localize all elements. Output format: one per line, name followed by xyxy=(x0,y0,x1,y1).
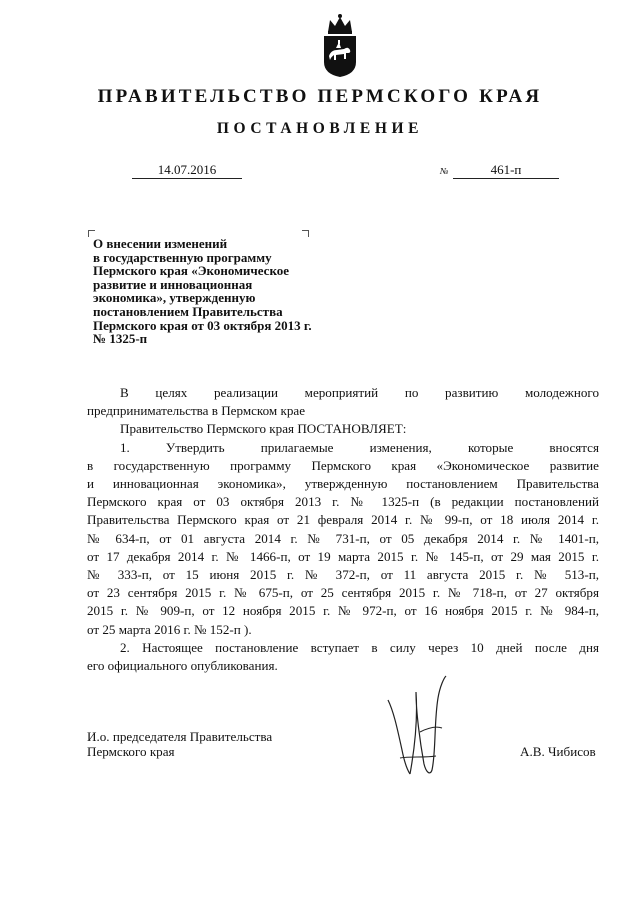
document-number: 461-п xyxy=(453,161,559,179)
signer-position-line: И.о. председателя Правительства xyxy=(87,729,273,744)
item1-line: Пермского края от 03 октября 2013 г. № 1325-п (в редакции постановлений xyxy=(87,494,599,510)
signer-name: А.В. Чибисов xyxy=(520,744,596,759)
subject-line: развитие и инновационная xyxy=(93,276,253,292)
number-sign: № xyxy=(440,166,449,176)
item1-line: 1. Утвердить прилагаемые изменения, которые вносятся xyxy=(120,439,599,455)
purpose-line: В целях реализации мероприятий по развитию молодежного xyxy=(120,385,599,400)
subject-line: Пермского края «Экономическое xyxy=(93,263,290,279)
item1-line: № 634-п, от 01 августа 2014 г. № 731-п, от 05 декабря 2014 г. № 1401-п, xyxy=(87,530,599,546)
subject-line: Пермского края от 03 октября 2013 г. xyxy=(93,317,312,333)
item1-line: от 23 сентября 2015 г. № 675-п, от 25 сентября 2015 г. № 718-п, от 27 октября xyxy=(87,585,599,601)
perm-krai-coat-of-arms-icon xyxy=(322,12,358,78)
document-body xyxy=(87,384,599,675)
subject-line: О внесении изменений xyxy=(93,236,228,251)
subject-line: № 1325-п xyxy=(93,331,148,347)
resolves-line: Правительство Пермского края ПОСТАНОВЛЯЕТ: xyxy=(120,421,407,437)
item2-line: его официального опубликования. xyxy=(87,658,278,674)
item1-line: от 25 марта 2016 г. № 152-п ). xyxy=(87,621,252,637)
document-date: 14.07.2016 xyxy=(132,161,242,179)
item1-line: и инновационная экономика», утвержденную постановлением Правительства xyxy=(87,476,599,492)
subject-line: постановлением Правительства xyxy=(93,303,283,319)
signer-position-line: Пермского края xyxy=(87,744,175,759)
item1-line: № 333-п, от 15 июня 2015 г. № 372-п, от 11 августа 2015 г. № 513-п, xyxy=(87,567,599,583)
subject-line: экономика», утвержденную xyxy=(93,290,256,306)
handwritten-signature-icon xyxy=(380,672,454,782)
document-type: ПОСТАНОВЛЕНИЕ xyxy=(216,120,424,137)
government-title: ПРАВИТЕЛЬСТВО ПЕРМСКОГО КРАЯ xyxy=(97,86,543,107)
item1-line: от 17 декабря 2014 г. № 1466-п, от 19 марта 2015 г. № 145-п, от 29 мая 2015 г. xyxy=(87,548,599,564)
item1-line: в государственную программу Пермского края «Экономическое развитие xyxy=(87,457,599,473)
subject-corner-right xyxy=(302,230,309,237)
item1-line: Правительства Пермского края от 21 февраля 2014 г. № 99-п, от 18 июля 2014 г. xyxy=(87,512,599,528)
signer-position xyxy=(87,729,272,759)
subject-line: в государственную программу xyxy=(93,249,272,265)
item1-line: 2015 г. № 909-п, от 12 ноября 2015 г. № 972-п, от 16 ноября 2015 г. № 984-п, xyxy=(87,603,599,619)
purpose-line: предпринимательства в Пермском крае xyxy=(87,403,306,419)
item2-line: 2. Настоящее постановление вступает в силу через 10 дней после дня xyxy=(120,639,599,655)
document-subject xyxy=(93,237,343,346)
